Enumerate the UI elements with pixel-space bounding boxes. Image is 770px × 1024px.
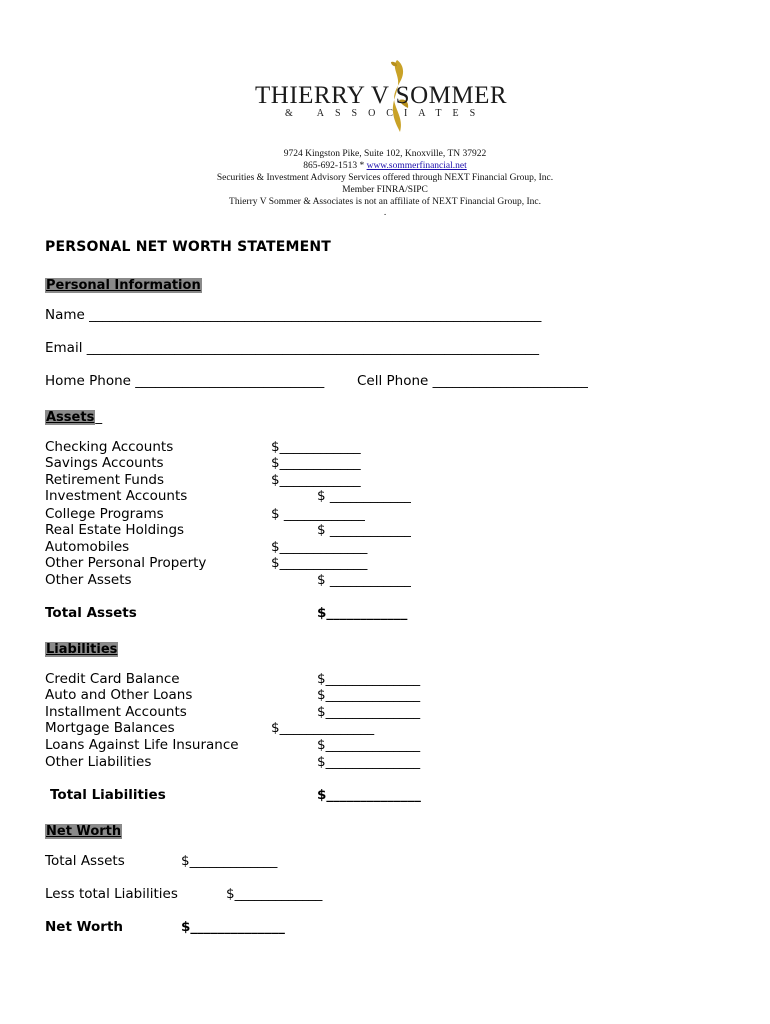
dot-line: .	[383, 208, 387, 218]
liability-blank[interactable]: $______________	[317, 687, 421, 703]
email-field[interactable]: Email ___________________________________________________________________	[45, 340, 539, 356]
logo-subtitle: & ASSOCIATES	[285, 108, 487, 119]
address-line: 9724 Kingston Pike, Suite 102, Knoxville, TN 37922	[283, 149, 487, 159]
liability-label: Auto and Other Loans	[45, 687, 193, 703]
nw-total-assets-label: Total Assets	[45, 853, 125, 869]
asset-label: Savings Accounts	[45, 455, 164, 471]
total-assets-blank[interactable]: $____________	[317, 605, 408, 621]
asset-label: Checking Accounts	[45, 439, 174, 455]
net-worth-blank[interactable]: $______________	[181, 919, 285, 935]
asset-label: Real Estate Holdings	[45, 522, 185, 538]
phone-text: 865-692-1513 *	[303, 161, 365, 171]
liability-blank[interactable]: $______________	[317, 671, 421, 687]
asset-blank[interactable]: $ ____________	[271, 506, 365, 522]
asset-blank[interactable]: $ ____________	[317, 572, 411, 588]
assets-heading-tail: _	[95, 409, 103, 425]
nw-total-assets-blank[interactable]: $_____________	[181, 853, 278, 869]
disclaimer-line: Thierry V Sommer & Associates is not an affiliate of NEXT Financial Group, Inc.	[229, 197, 541, 207]
asset-blank[interactable]: $____________	[271, 439, 361, 455]
personal-info-heading-wrap	[45, 274, 202, 293]
total-liabilities-blank[interactable]: $______________	[317, 787, 421, 803]
assets-heading: Assets	[46, 410, 95, 425]
liability-label: Other Liabilities	[45, 754, 152, 770]
net-worth-heading-wrap	[45, 820, 122, 839]
asset-label: College Programs	[45, 506, 164, 522]
asset-blank[interactable]: $____________	[271, 472, 361, 488]
less-liabilities-blank[interactable]: $_____________	[226, 886, 323, 902]
liability-label: Loans Against Life Insurance	[45, 737, 239, 753]
asset-label: Other Personal Property	[45, 555, 207, 571]
name-field[interactable]: Name ___________________________________________________________________	[45, 307, 542, 323]
less-liabilities-label: Less total Liabilities	[45, 886, 178, 902]
liability-label: Mortgage Balances	[45, 720, 175, 736]
liability-blank[interactable]: $______________	[271, 720, 375, 736]
asset-blank[interactable]: $_____________	[271, 539, 368, 555]
asset-label: Automobiles	[45, 539, 130, 555]
cell-phone-field[interactable]: Cell Phone _______________________	[357, 373, 588, 389]
assets-heading-wrap	[45, 406, 102, 425]
asset-label: Retirement Funds	[45, 472, 165, 488]
asset-label: Investment Accounts	[45, 488, 188, 504]
company-logo	[255, 58, 517, 138]
logo-name: THIERRY V SOMMER	[255, 82, 508, 109]
liability-label: Credit Card Balance	[45, 671, 180, 687]
liability-blank[interactable]: $______________	[317, 704, 421, 720]
member-line: Member FINRA/SIPC	[342, 185, 428, 195]
home-phone-field[interactable]: Home Phone ____________________________	[45, 373, 325, 389]
website-link[interactable]: www.sommerfinancial.net	[366, 161, 467, 171]
asset-blank[interactable]: $ ____________	[317, 522, 411, 538]
total-liabilities-label: Total Liabilities	[50, 787, 166, 803]
total-assets-label: Total Assets	[45, 605, 137, 621]
personal-info-heading: Personal Information	[46, 278, 201, 293]
liability-blank[interactable]: $______________	[317, 754, 421, 770]
net-worth-label: Net Worth	[45, 919, 124, 935]
net-worth-heading: Net Worth	[46, 824, 122, 839]
liabilities-heading-wrap	[45, 638, 118, 657]
liability-label: Installment Accounts	[45, 704, 187, 720]
asset-label: Other Assets	[45, 572, 132, 588]
asset-blank[interactable]: $____________	[271, 455, 361, 471]
contact-line	[0, 161, 770, 171]
liabilities-heading: Liabilities	[46, 642, 118, 657]
page-title: PERSONAL NET WORTH STATEMENT	[45, 239, 332, 255]
securities-line: Securities & Investment Advisory Services offered through NEXT Financial Group, Inc.	[216, 173, 554, 183]
liability-blank[interactable]: $______________	[317, 737, 421, 753]
asset-blank[interactable]: $ ____________	[317, 488, 411, 504]
asset-blank[interactable]: $_____________	[271, 555, 368, 571]
